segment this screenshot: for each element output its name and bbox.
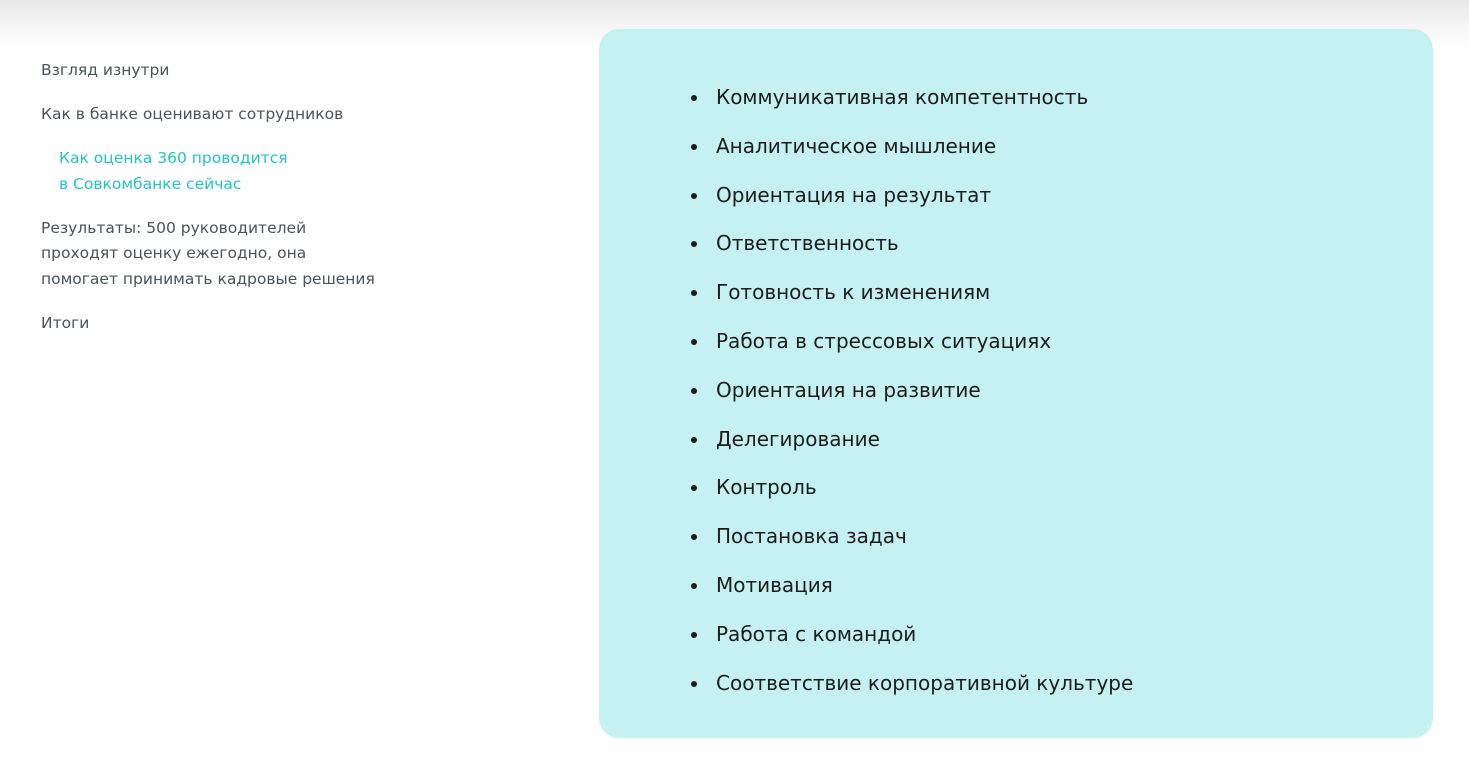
competencies-list	[691, 84, 1133, 718]
competency-label: Соответствие корпоративной культуре	[716, 670, 1134, 695]
competency-item	[691, 572, 1133, 599]
bullet-icon	[691, 388, 697, 394]
competency-item	[691, 182, 1133, 209]
competency-label: Мотивация	[716, 572, 833, 597]
competency-item	[691, 133, 1133, 160]
bullet-icon	[691, 485, 697, 491]
toc-link-employee-evaluation[interactable]: Как в банке оценивают сотрудников	[41, 105, 344, 123]
competency-item	[691, 426, 1133, 453]
competency-label: Аналитическое мышление	[716, 133, 997, 158]
competencies-card	[599, 29, 1433, 738]
competency-item	[691, 621, 1133, 648]
competency-item	[691, 328, 1133, 355]
competency-label: Контроль	[716, 475, 817, 500]
bullet-icon	[691, 241, 697, 247]
competency-item	[691, 474, 1133, 501]
bullet-icon	[691, 534, 697, 540]
competency-item	[691, 230, 1133, 257]
bullet-icon	[691, 583, 697, 589]
competency-label: Работа в стрессовых ситуациях	[716, 328, 1052, 353]
table-of-contents	[41, 58, 381, 355]
toc-link-inside-view[interactable]: Взгляд изнутри	[41, 61, 170, 79]
bullet-icon	[691, 290, 697, 296]
bullet-icon	[691, 339, 697, 345]
competency-item	[691, 84, 1133, 111]
competency-label: Делегирование	[716, 426, 880, 451]
toc-link-360-evaluation-current[interactable]: Как оценка 360 проводится в Совкомбанке сейчас	[59, 149, 288, 193]
bullet-icon	[691, 681, 697, 687]
competency-item	[691, 670, 1133, 697]
competency-label: Ответственность	[716, 231, 899, 256]
toc-link-summary[interactable]: Итоги	[41, 313, 90, 332]
competency-label: Готовность к изменениям	[716, 280, 991, 305]
competency-label: Ориентация на результат	[716, 182, 992, 207]
toc-link-results[interactable]: Результаты: 500 руководителей проходят оценку ежегодно, она помогает принимать кадровые решения	[41, 218, 375, 288]
competency-item	[691, 523, 1133, 550]
bullet-icon	[691, 437, 697, 443]
bullet-icon	[691, 95, 697, 101]
competency-label: Постановка задач	[716, 524, 907, 549]
competency-label: Коммуникативная компетентность	[716, 85, 1089, 109]
competency-label: Работа с командой	[716, 621, 917, 646]
competency-label: Ориентация на развитие	[716, 377, 981, 402]
competency-item	[691, 279, 1133, 306]
bullet-icon	[691, 144, 697, 150]
bullet-icon	[691, 193, 697, 199]
competency-item	[691, 377, 1133, 404]
bullet-icon	[691, 632, 697, 638]
